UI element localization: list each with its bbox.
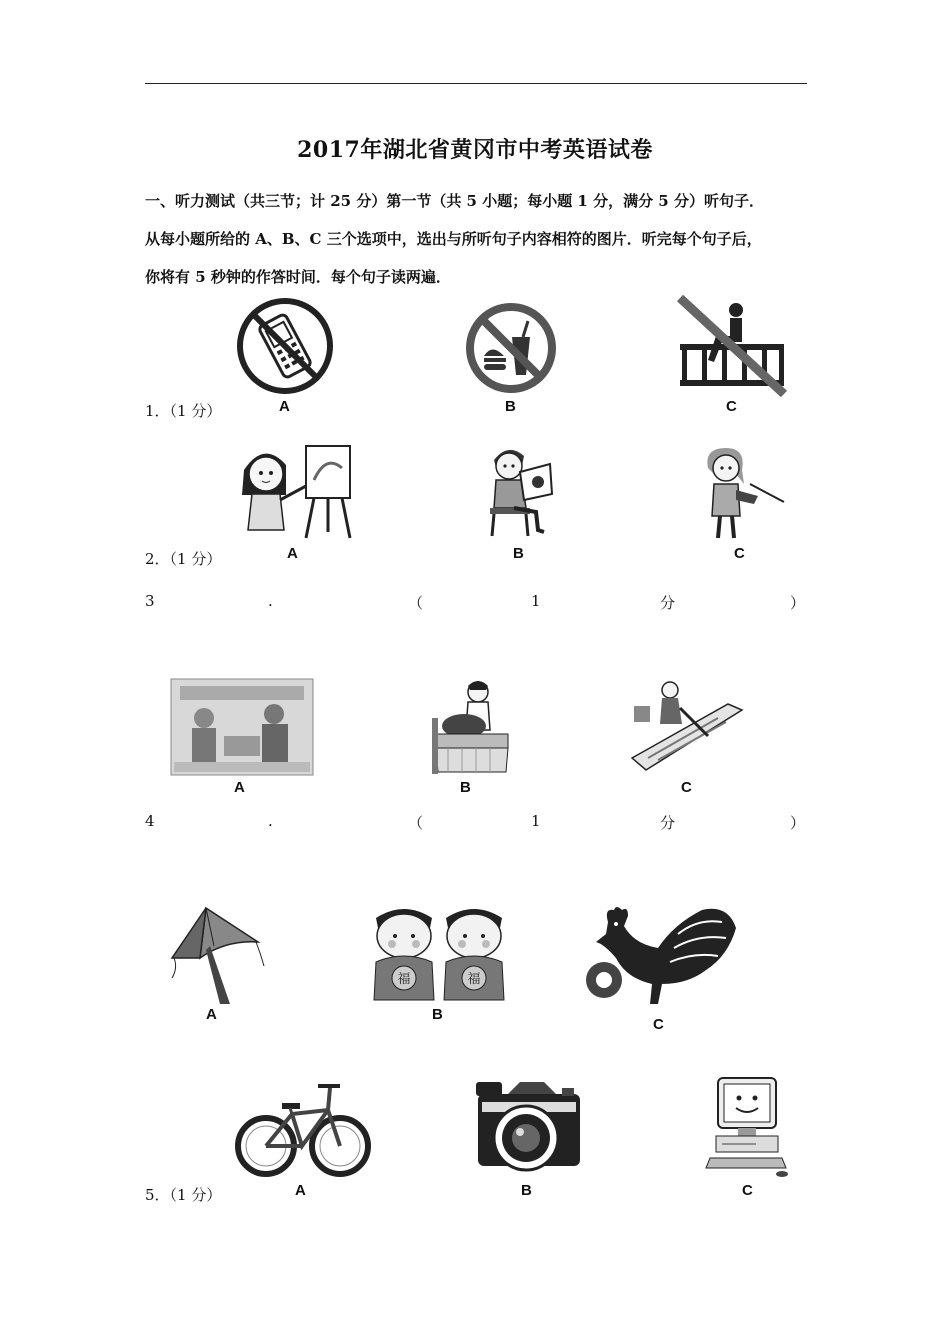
girl-painting-icon	[234, 440, 356, 540]
question-2-label: 2．（1 分）	[145, 550, 222, 568]
svg-text:福: 福	[397, 972, 411, 987]
q1-option-b-label: B	[505, 398, 516, 415]
q1-option-a-label: A	[279, 398, 290, 415]
page-title: 2017年湖北省黄冈市中考英语试卷	[297, 137, 653, 163]
question-4-score: 1	[531, 812, 541, 830]
fu-dolls-icon	[370, 906, 508, 1004]
q3-option-c-label: C	[681, 779, 692, 796]
classroom-scene-icon	[170, 678, 314, 776]
boy-mopping-floor-icon	[628, 678, 746, 776]
paper-cut-rooster-icon	[578, 904, 740, 1010]
q4-option-a-label: A	[206, 1006, 217, 1023]
question-3-open-paren: （	[408, 594, 424, 612]
girl-violin-icon	[700, 444, 788, 540]
no-sitting-on-railing-icon	[678, 296, 788, 396]
question-3-dot: .	[268, 592, 273, 610]
boy-making-bed-icon	[428, 678, 510, 776]
boy-reading-icon	[484, 442, 556, 538]
q3-option-b-label: B	[460, 779, 471, 796]
q5-option-b-label: B	[521, 1182, 532, 1199]
no-food-drink-icon	[464, 301, 559, 396]
top-rule	[145, 83, 807, 84]
question-4-number: 4	[145, 812, 155, 830]
q1-option-c-label: C	[726, 398, 737, 415]
bicycle-icon	[234, 1080, 372, 1178]
section-instruction-line-2: 从每小题所给的 A、B、C 三个选项中，选出与所听句子内容相符的图片．听完每个句子后，	[145, 230, 762, 248]
computer-icon	[706, 1076, 792, 1180]
question-3-close-paren: ）	[790, 594, 806, 612]
q4-option-b-label: B	[432, 1006, 443, 1023]
q3-option-a-label: A	[234, 779, 245, 796]
section-instruction-line-3: 你将有 5 秒钟的作答时间．每个句子读两遍．	[145, 268, 451, 286]
question-1-label: 1．（1 分）	[145, 402, 222, 420]
q5-option-a-label: A	[295, 1182, 306, 1199]
q5-option-c-label: C	[742, 1182, 753, 1199]
question-4-open-paren: （	[408, 814, 424, 832]
kite-icon	[166, 906, 266, 1006]
question-3-number: 3	[145, 592, 155, 610]
question-3-unit: 分	[660, 594, 676, 612]
svg-text:福: 福	[467, 972, 481, 987]
camera-icon	[470, 1078, 586, 1180]
question-4-close-paren: ）	[790, 814, 806, 832]
question-4-unit: 分	[660, 814, 676, 832]
q4-option-c-label: C	[653, 1016, 664, 1033]
q2-option-a-label: A	[287, 545, 298, 562]
question-4-dot: .	[268, 812, 273, 830]
no-phone-icon	[234, 297, 336, 395]
question-3-score: 1	[531, 592, 541, 610]
section-instruction-line-1: 一、听力测试（共三节；计 25 分）第一节（共 5 小题；每小题 1 分，满分 5 分）听句子．	[145, 192, 764, 210]
q2-option-b-label: B	[513, 545, 524, 562]
question-5-label: 5．（1 分）	[145, 1186, 222, 1204]
q2-option-c-label: C	[734, 545, 745, 562]
